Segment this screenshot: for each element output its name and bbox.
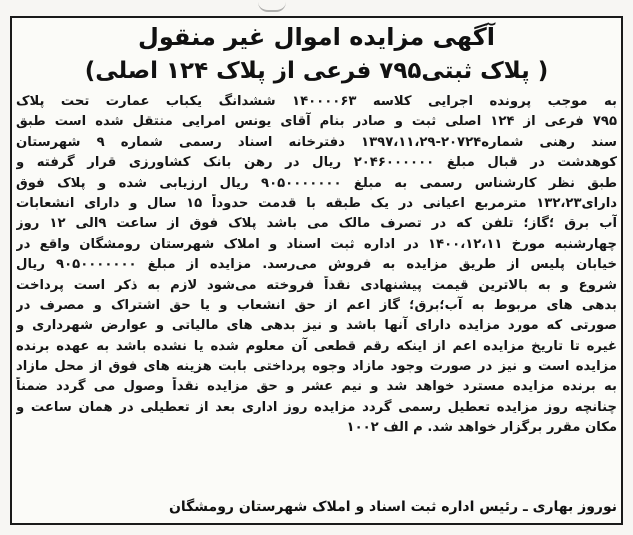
body-line: چنانچه روز مزایده تعطیل رسمی گردد مزایده روز اداری بعد از تعطیلی در همان ساعت و	[16, 399, 617, 415]
notice-title: آگهی مزایده اموال غیر منقول	[138, 23, 495, 51]
notice-subtitle: ( پلاک ثبتی۷۹۵ فرعی از پلاک ۱۲۴ اصلی)	[84, 58, 549, 84]
body-line-last: مکان مقرر برگزار خواهد شد. م الف ۱۰۰۲	[346, 420, 617, 436]
notice-body	[16, 92, 617, 439]
body-line: بدهی های مربوط به آب؛برق؛ گاز اعم از حق انشعاب و یا حق اشتراک و مصرف در	[16, 297, 617, 313]
body-line: خیابان پلیس از طریق مزایده به فروش می‌رسد. مزایده از مبلغ ۹۰۵۰۰۰۰۰۰۰ ریال	[16, 257, 617, 273]
body-line: صورتی که مورد مزایده دارای آنها باشد و نیز بدهی های مالیاتی و عوارض شهرداری و	[16, 318, 617, 334]
body-line: کوهدشت در قبال مبلغ ۲۰۴۶۰۰۰۰۰۰ ریال در رهن بانک کشاورزی قرار گرفته و	[16, 155, 617, 171]
signature-line: نوروز بهاری ـ رئیس اداره ثبت اسناد و املاک شهرستان رومشگان	[168, 499, 617, 515]
body-line: مزایده است و نیز در صورت وجود مازاد وجوه پرداختی بابت هزینه های فوق از محل مازاد	[16, 359, 617, 375]
body-line: به برنده مزایده مسترد خواهد شد و نیم عشر و حق مزایده نقداً وصول می گردد ضمناً	[16, 379, 617, 395]
body-line: سند رهنی شماره۲۰۷۲۴-۱۳۹۷،۱۱،۲۹ دفترخانه اسناد رسمی شماره ۹ شهرستان	[16, 134, 617, 150]
body-line: دارای۱۳۲،۲۳ مترمربع اعیانی در یک طبقه با قدمت حدوداً ۱۵ سال و دارای انشعابات	[16, 195, 617, 211]
body-line: ۷۹۵ فرعی از ۱۲۴ اصلی ثبت و صادر بنام آقای یونس امرایی منتقل شده است طبق	[16, 114, 617, 130]
body-line: شروع و به بالاترین قیمت پیشنهادی نقداً فروخته می‌شود لازم به ذکر است پرداخت	[16, 277, 617, 293]
body-line: چهارشنبه مورخ ۱۴۰۰،۱۲،۱۱ در اداره ثبت اسناد و املاک شهرستان رومشگان واقع در	[16, 236, 617, 252]
body-line: غیره تا تاریخ مزایده اعم از اینکه رقم قطعی آن معلوم شده یا نشده باشد به عهده برنده	[16, 338, 617, 354]
body-line: آب برق ؛گاز؛ تلفن که در تصرف مالک می باشد پلاک فوق از ساعت ۹الی ۱۲ روز	[16, 216, 617, 232]
clipping-mark	[258, 0, 286, 12]
body-line: به موجب پرونده اجرایی کلاسه ۱۴۰۰۰۰۶۳ ششدانگ یکباب عمارت تحت پلاک	[16, 94, 617, 109]
body-line: طبق نظر کارشناس رسمی به مبلغ ۹۰۵۰۰۰۰۰۰۰ ریال ارزیابی شده و پلاک فوق	[16, 175, 617, 191]
